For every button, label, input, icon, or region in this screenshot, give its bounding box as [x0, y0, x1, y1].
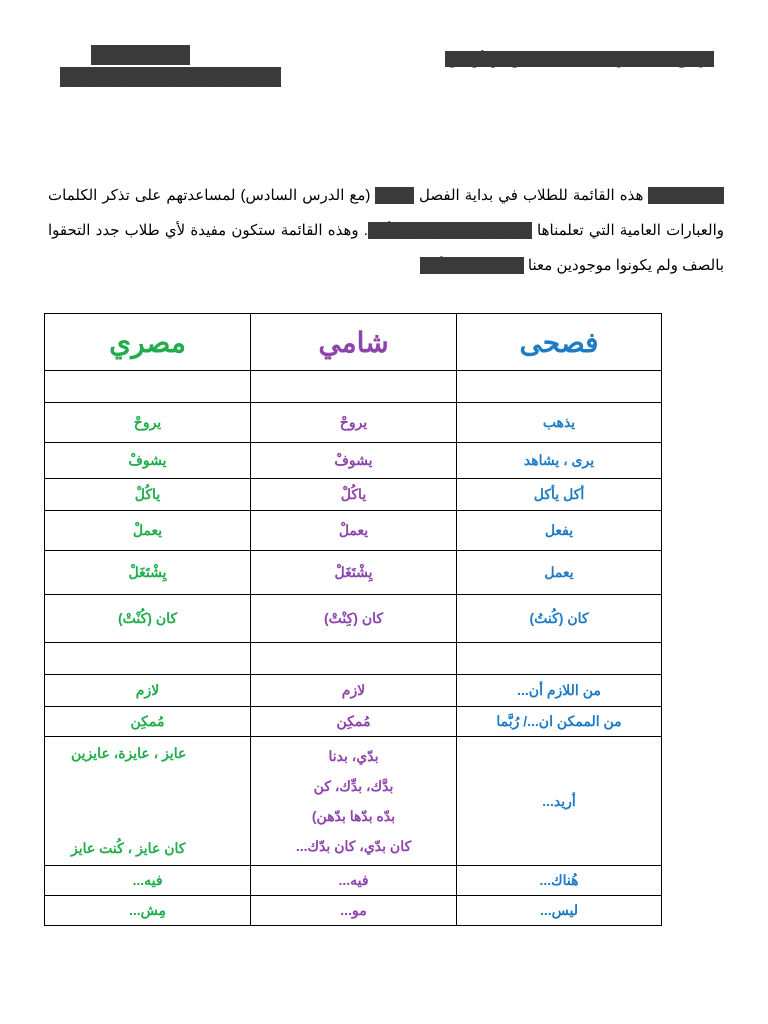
cell-fusha: يذهب — [457, 403, 662, 443]
cell-shami — [251, 643, 457, 675]
program-header — [414, 49, 714, 69]
cell-shami: مو... — [251, 896, 457, 926]
cell-masri: يعملْ — [45, 511, 251, 551]
cell-shami: يعملْ — [251, 511, 457, 551]
shami-line: بدّه بدّها بدّهن) — [311, 808, 396, 824]
cell-shami: لازم — [251, 675, 457, 707]
table-row — [45, 371, 662, 403]
cell-shami: مُمكِن — [251, 707, 457, 737]
cell-masri: ياكُلْ — [45, 479, 251, 511]
cell-fusha: ليس... — [457, 896, 662, 926]
header-fusha: فصحى — [457, 314, 662, 371]
vocabulary-table — [44, 313, 662, 926]
cell-fusha — [457, 371, 662, 403]
cell-fusha: يرى ، يشاهد — [457, 443, 662, 479]
cell-masri: مُمكِن — [45, 707, 251, 737]
cell-masri — [45, 371, 251, 403]
table-row — [45, 643, 662, 675]
cell-masri: فيه... — [45, 866, 251, 896]
program-title: برنامج اللغة العربية بجامعة تكساس في أوستن — [446, 51, 712, 67]
cell-shami: يروحْ — [251, 403, 457, 443]
table-row — [45, 595, 662, 643]
intro-text-2: (مع الدرس السادس) لمساعدتهم على تذكر الكلمات والعبارات العامية التي تعلمناها — [48, 187, 724, 239]
cell-fusha: من اللازم أن... — [457, 675, 662, 707]
cell-masri: يشوفْ — [45, 443, 251, 479]
cell-fusha: كان (كُنتُ) — [457, 595, 662, 643]
course-header — [48, 45, 293, 87]
cell-masri: مِش... — [45, 896, 251, 926]
cell-masri: لازم — [45, 675, 251, 707]
cell-shami: ياكُلْ — [251, 479, 457, 511]
table-row — [45, 675, 662, 707]
cell-shami: فيه... — [251, 866, 457, 896]
table-row — [45, 707, 662, 737]
table-row — [45, 896, 662, 926]
table-header-row — [45, 314, 662, 371]
cell-fusha: أريد... — [457, 737, 662, 866]
header-masri: مصري — [45, 314, 251, 371]
intro-paragraph — [48, 178, 724, 283]
cell-shami: يِشْتَغَلْ — [251, 551, 457, 595]
table-body — [45, 371, 662, 926]
intro-highlight-1: قمنا بإعطاء — [650, 187, 723, 204]
masri-line-top: عايز ، عايزة، عايزين — [71, 745, 187, 761]
shami-line: كان بدّي، كان بدّك... — [295, 838, 412, 854]
shami-line: بدَّك، بدِّك، كن — [313, 778, 394, 794]
cell-shami: يشوفْ — [251, 443, 457, 479]
cell-shami: كان (كِنْتْ) — [251, 595, 457, 643]
table-row — [45, 479, 662, 511]
cell-masri — [45, 737, 251, 866]
cell-fusha: يعمل — [457, 551, 662, 595]
table-row — [45, 443, 662, 479]
cell-masri: كان (كُنْتْ) — [45, 595, 251, 643]
masri-line-bottom: كان عايز ، كُنت عايز — [71, 840, 186, 856]
table-row — [45, 403, 662, 443]
cell-masri: يِشْتَغَلْ — [45, 551, 251, 595]
intro-text-3: . وهذه القائمة ستكون مفيدة لأي طلاب جدد التحقوا بالصف ولم يكونوا موجودين معنا — [48, 222, 724, 274]
intro-highlight-4: في الفصل الأول — [422, 257, 522, 274]
cell-shami — [251, 371, 457, 403]
table-row — [45, 866, 662, 896]
table-row — [45, 737, 662, 866]
cell-fusha: هُناك... — [457, 866, 662, 896]
cell-fusha: أكل يأكل — [457, 479, 662, 511]
cell-masri — [45, 643, 251, 675]
cell-shami — [251, 737, 457, 866]
cell-masri: يروحْ — [45, 403, 251, 443]
table-row — [45, 551, 662, 595]
intro-highlight-2: الثاني — [377, 187, 412, 204]
intro-text-1: هذه القائمة للطلاب في بداية الفصل — [413, 187, 649, 204]
cell-fusha: من الممكن ان.../ رُبَّما — [457, 707, 662, 737]
course-title: اللغة العربية ٢١١ — [92, 47, 189, 63]
shami-line: بدّي، بدنا — [328, 748, 379, 764]
masri-lines — [51, 745, 244, 857]
header-shami: شامي — [251, 314, 457, 371]
cell-fusha — [457, 643, 662, 675]
cell-fusha: يفعل — [457, 511, 662, 551]
intro-highlight-3: في الفصل الدراسي الأول — [369, 222, 530, 239]
table-row — [45, 511, 662, 551]
term-title: (السنة الأولى- الفصل الدراسي الثاني) — [62, 69, 279, 85]
